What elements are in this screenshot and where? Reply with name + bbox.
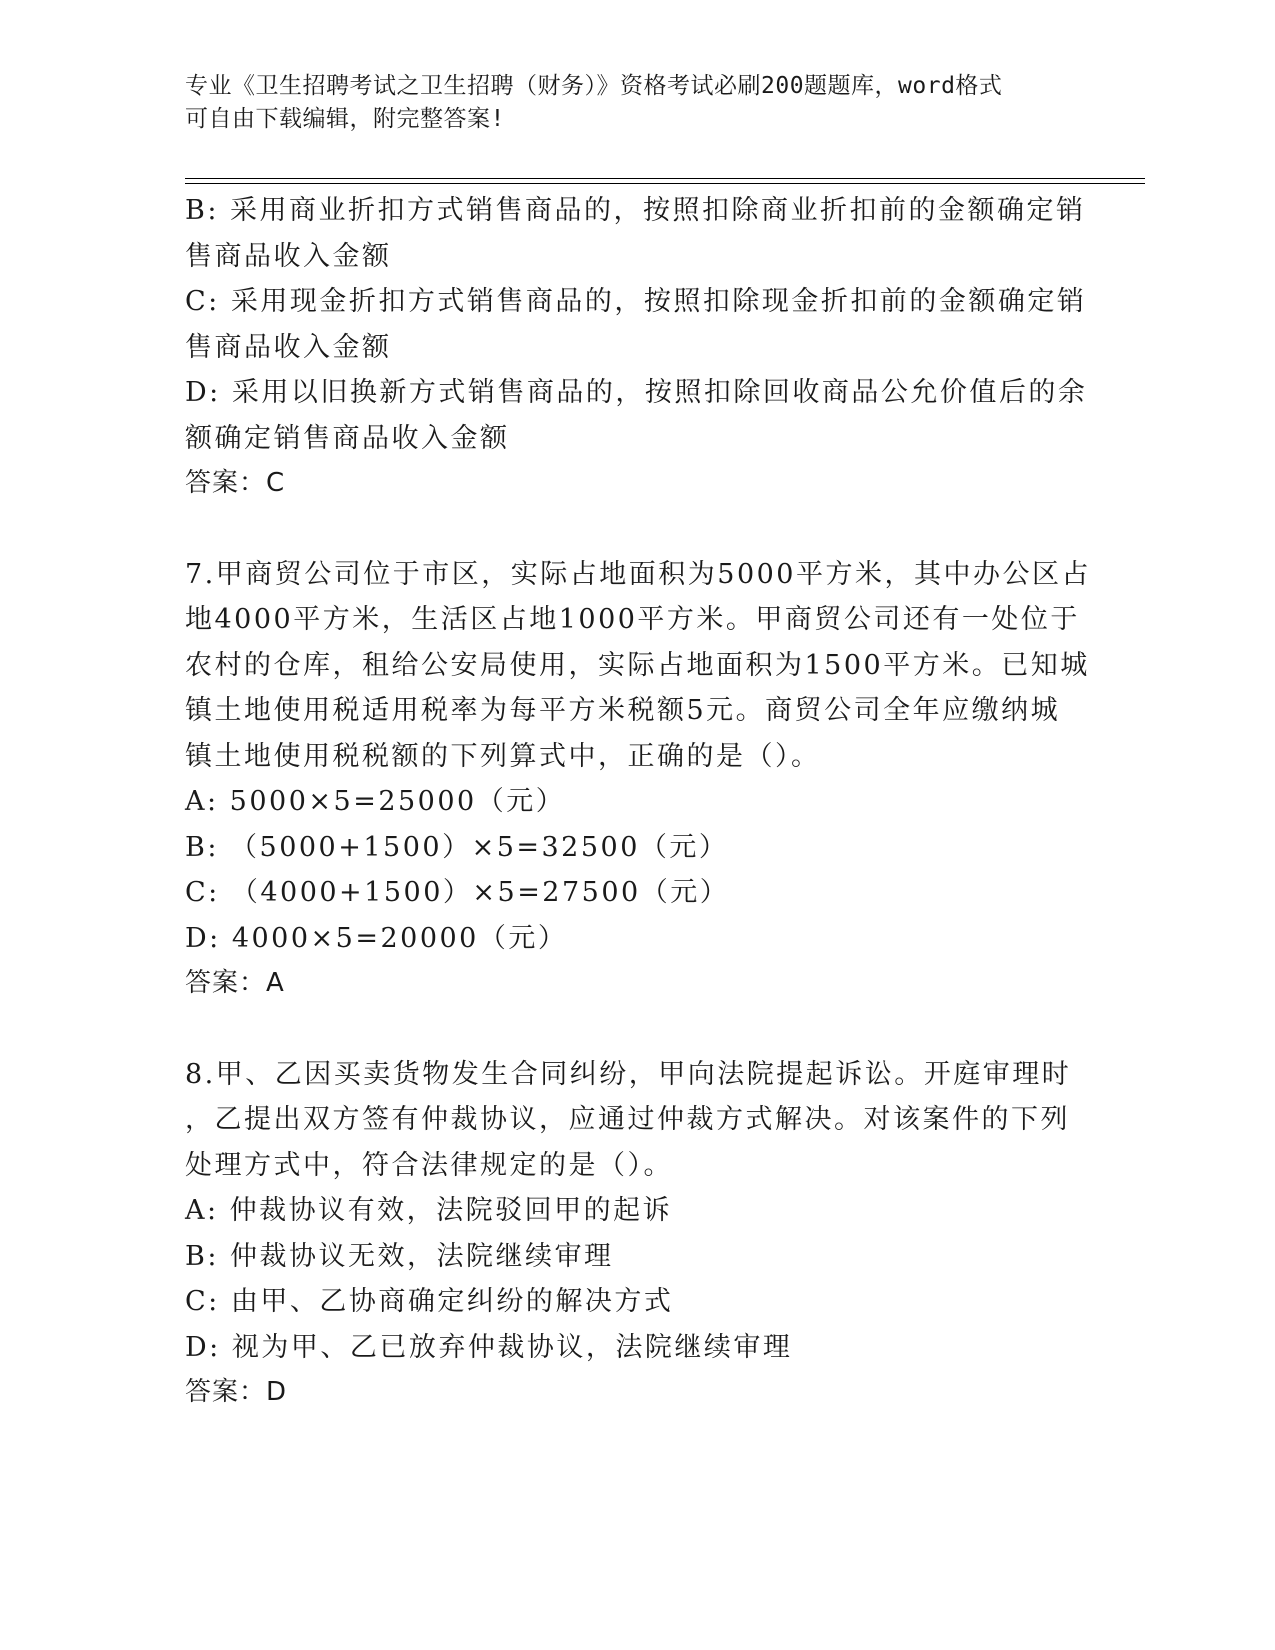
q6-option-c-line-2: 售商品收入金额 [185, 331, 392, 363]
q7-stem-line-3: 农村的仓库，租给公安局使用，实际占地面积为1500平方米。已知城 [185, 649, 1090, 681]
q8-option-a: A: 仲裁协议有效，法院驳回甲的起诉 [185, 1195, 673, 1226]
q7-option-a: A: 5000×5=25000（元） [185, 786, 566, 817]
q7-stem-line-5: 镇土地使用税税额的下列算式中，正确的是（）。 [185, 740, 821, 772]
q6-option-c-line-1: C: 采用现金折扣方式销售商品的，按照扣除现金折扣前的金额确定销 [185, 286, 1087, 317]
q8-stem-line-3: 处理方式中，符合法律规定的是（）。 [185, 1149, 673, 1181]
q8-stem-line-1: 8.甲、乙因买卖货物发生合同纠纷，甲向法院提起诉讼。开庭审理时 [185, 1058, 1072, 1090]
question-7 [185, 552, 1091, 1007]
q7-option-c: C: （4000+1500）×5=27500（元） [185, 877, 730, 908]
question-6-continued [185, 188, 1088, 507]
document-body [185, 188, 1091, 1416]
q7-stem-line-4: 镇土地使用税适用税率为每平方米税额5元。商贸公司全年应缴纳城 [185, 695, 1061, 726]
q6-answer: 答案：C [185, 468, 286, 498]
q7-stem-line-1: 7.甲商贸公司位于市区，实际占地面积为5000平方米，其中办公区占 [185, 558, 1091, 590]
header-title-line-2: 可自由下载编辑，附完整答案! [185, 106, 505, 132]
q7-stem-line-2: 地4000平方米，生活区占地1000平方米。甲商贸公司还有一处位于 [185, 604, 1080, 635]
question-8 [185, 1052, 1072, 1416]
q8-answer: 答案：D [185, 1377, 288, 1407]
q6-option-d-line-1: D: 采用以旧换新方式销售商品的，按照扣除回收商品公允价值后的余 [185, 377, 1088, 408]
q8-option-c: C: 由甲、乙协商确定纠纷的解决方式 [185, 1286, 674, 1317]
q8-stem-line-2: ，乙提出双方签有仲裁协议，应通过仲裁方式解决。对该案件的下列 [185, 1104, 1070, 1135]
q7-option-b: B: （5000+1500）×5=32500（元） [185, 831, 729, 863]
q7-option-d: D: 4000×5=20000（元） [185, 922, 568, 954]
document-header [185, 70, 1065, 136]
header-divider-top [185, 178, 1145, 179]
header-divider-bottom [185, 183, 1145, 184]
question-spacer [185, 1007, 1065, 1052]
q8-option-d: D: 视为甲、乙已放弃仲裁协议，法院继续审理 [185, 1331, 793, 1363]
header-title-line-1: 专业《卫生招聘考试之卫生招聘（财务）》资格考试必刷200题题库，word格式 [185, 73, 1003, 99]
q7-answer: 答案：A [185, 968, 285, 998]
q6-option-d-line-2: 额确定销售商品收入金额 [185, 422, 510, 454]
q6-option-b-line-1: B: 采用商业折扣方式销售商品的，按照扣除商业折扣前的金额确定销 [185, 195, 1086, 226]
question-spacer [185, 507, 1065, 552]
q6-option-b-line-2: 售商品收入金额 [185, 240, 392, 272]
q8-option-b: B: 仲裁协议无效，法院继续审理 [185, 1240, 614, 1272]
